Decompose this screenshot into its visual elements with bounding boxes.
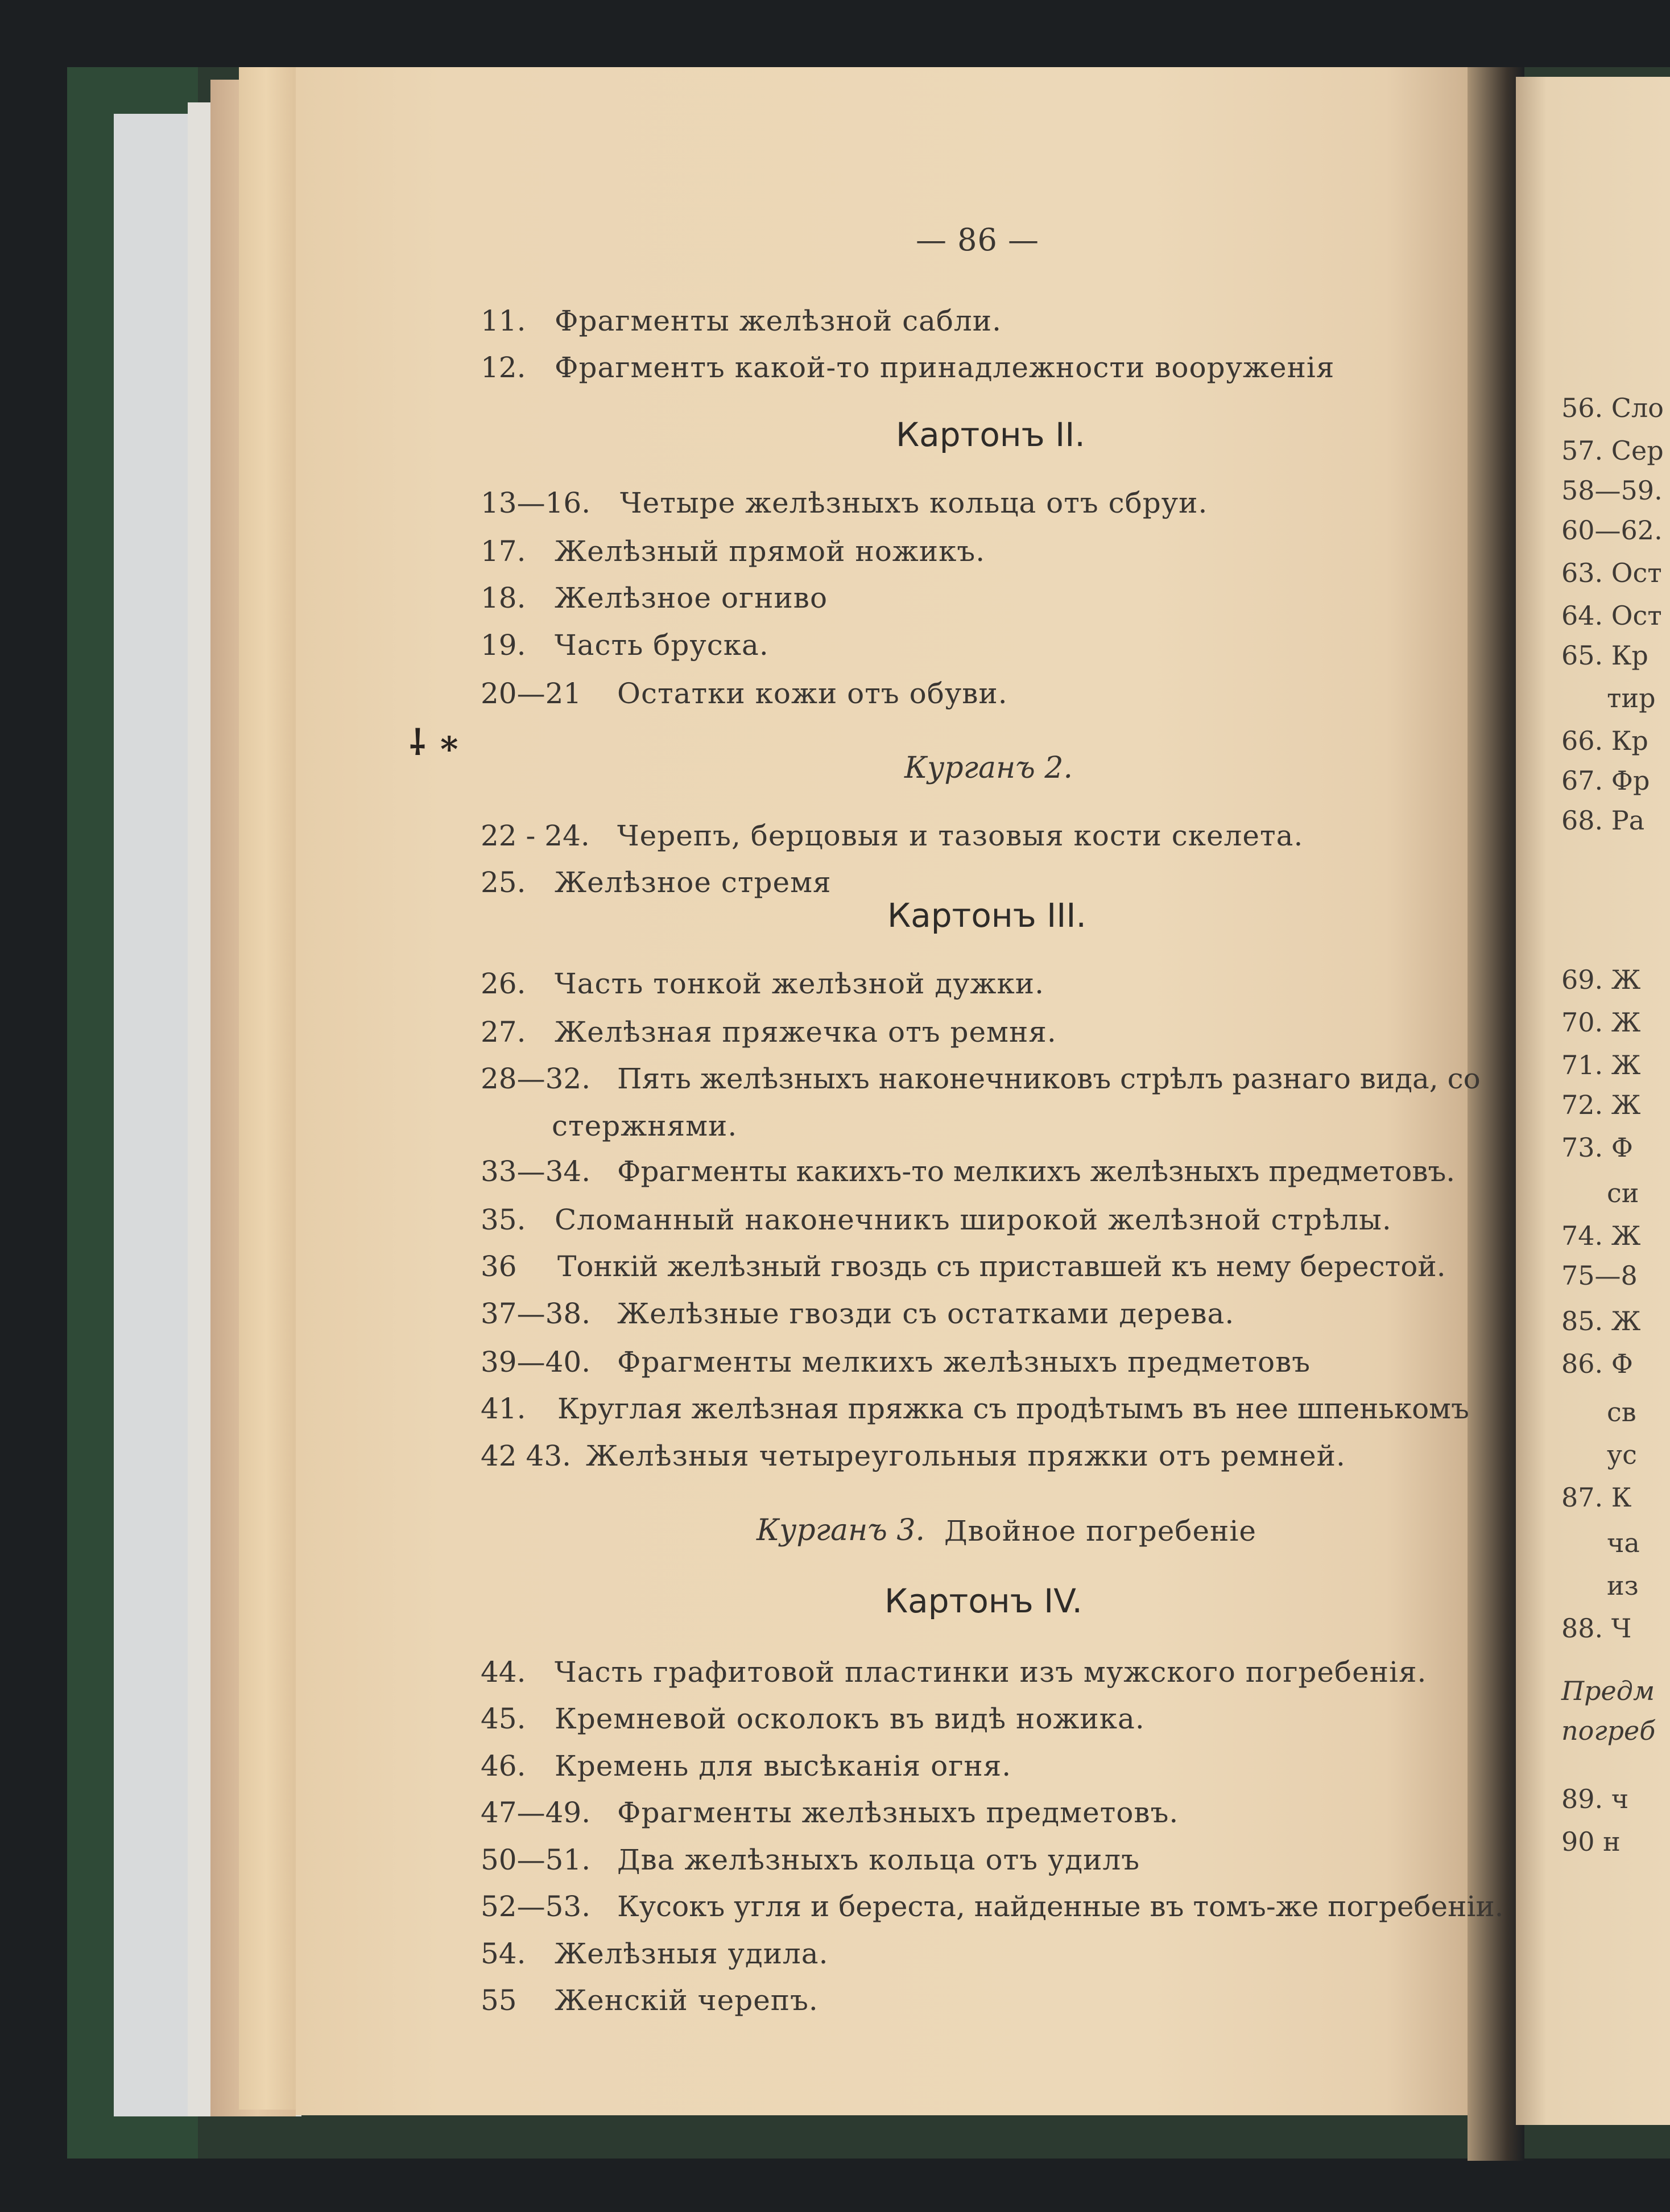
right-page-fragment: св	[1607, 1397, 1636, 1427]
entry-text: Тонкій желѣзный гвоздь съ приставшей къ нему берестой.	[557, 1250, 1446, 1283]
entry-number: 42 43.	[481, 1439, 572, 1472]
right-page-fragment: 58—59.	[1561, 475, 1663, 506]
margin-pencil-mark: ⸸ ∗	[410, 723, 461, 763]
right-page-fragment: 66. Кр	[1561, 725, 1648, 756]
entry-number: 22 - 24.	[481, 819, 590, 852]
entry-number: 41.	[481, 1392, 526, 1425]
entry-text: Часть бруска.	[555, 629, 769, 662]
entry-number: 27.	[481, 1016, 526, 1049]
entry-text: Желѣзныя четыреугольныя пряжки отъ ремней.	[586, 1439, 1346, 1472]
right-page-fragment: 85. Ж	[1561, 1306, 1641, 1336]
right-page-fragment: ус	[1607, 1439, 1637, 1470]
entry-text: Желѣзная пряжечка отъ ремня.	[555, 1016, 1057, 1049]
right-page-fragment: 65. Кр	[1561, 640, 1648, 671]
entry-number: 12.	[481, 351, 526, 384]
entry-text-continuation: стержнями.	[552, 1109, 738, 1142]
entry-text: Желѣзное стремя	[555, 866, 832, 899]
right-page-fragment: 56. Сло	[1561, 393, 1664, 423]
entry-number: 52—53.	[481, 1890, 591, 1923]
right-page-fragment: из	[1607, 1570, 1639, 1601]
entry-text: Четыре желѣзныхъ кольца отъ сбруи.	[620, 486, 1208, 519]
entry-text: Фрагментъ какой-то принадлежности вооруженія	[555, 351, 1335, 384]
right-page-fragment: 64. Ост	[1561, 600, 1662, 631]
kurgan-subtitle: Двойное погребеніе	[944, 1514, 1256, 1547]
entry-text: Кусокъ угля и береста, найденные въ томъ-же погребеніи.	[617, 1890, 1504, 1923]
entry-number: 45.	[481, 1702, 526, 1735]
right-page-fragment: 74. Ж	[1561, 1220, 1641, 1251]
right-page-fragment: 87. К	[1561, 1482, 1632, 1513]
entry-number: 37—38.	[481, 1297, 591, 1330]
entry-number: 39—40.	[481, 1346, 591, 1379]
entry-number: 26.	[481, 967, 526, 1000]
right-page-fragment: тир	[1607, 683, 1656, 713]
right-page-fragment: погреб	[1561, 1715, 1656, 1746]
entry-number: 17.	[481, 535, 526, 568]
entry-text: Желѣзныя удила.	[555, 1937, 829, 1970]
entry-text: Черепъ, берцовыя и тазовыя кости скелета.	[617, 819, 1304, 852]
entry-text: Фрагменты желѣзныхъ предметовъ.	[617, 1796, 1179, 1829]
entry-text: Желѣзный прямой ножикъ.	[555, 535, 986, 568]
right-page-fragment: 70. Ж	[1561, 1007, 1641, 1038]
entry-number: 11.	[481, 304, 526, 337]
entry-number: 44.	[481, 1656, 526, 1689]
entry-number: 50—51.	[481, 1843, 591, 1876]
right-page-fragment: 72. Ж	[1561, 1090, 1641, 1120]
entry-number: 20—21	[481, 677, 582, 710]
right-page-fragment: 90 н	[1561, 1826, 1621, 1857]
entry-text: Пять желѣзныхъ наконечниковъ стрѣлъ разнаго вида, со	[617, 1062, 1481, 1095]
right-page-fragment: 75—8	[1561, 1260, 1638, 1291]
entry-number: 54.	[481, 1937, 526, 1970]
entry-text: Сломанный наконечникъ широкой желѣзной стрѣлы.	[555, 1203, 1392, 1236]
entry-number: 25.	[481, 866, 526, 899]
right-page-fragment: 89. ч	[1561, 1784, 1629, 1814]
entry-text: Женскій черепъ.	[555, 1984, 819, 2017]
entry-number: 35.	[481, 1203, 526, 1236]
entry-text: Желѣзное огниво	[555, 581, 828, 614]
right-page-fragment: си	[1607, 1178, 1639, 1208]
entry-number: 19.	[481, 629, 526, 662]
entry-text: Фрагменты какихъ-то мелкихъ желѣзныхъ предметовъ.	[617, 1155, 1456, 1188]
entry-number: 36	[481, 1250, 517, 1283]
right-page-fragment: 71. Ж	[1561, 1050, 1641, 1080]
entry-text: Кремневой осколокъ въ видѣ ножика.	[555, 1702, 1145, 1735]
right-page-fragment: 88. Ч	[1561, 1613, 1632, 1644]
entry-number: 33—34.	[481, 1155, 591, 1188]
right-page-fragment: 73. Ф	[1561, 1132, 1633, 1163]
entry-number: 55	[481, 1984, 517, 2017]
entry-number: 46.	[481, 1749, 526, 1782]
entry-text: Желѣзные гвозди съ остатками дерева.	[617, 1297, 1235, 1330]
section-heading: Картонъ IV.	[884, 1582, 1082, 1620]
right-page-fragment: 67. Фр	[1561, 765, 1650, 796]
entry-number: 13—16.	[481, 486, 591, 519]
right-page-fragment: 69. Ж	[1561, 964, 1641, 995]
entry-text: Два желѣзныхъ кольца отъ удилъ	[617, 1843, 1140, 1876]
kurgan-heading: Курганъ 3.	[757, 1513, 925, 1547]
entry-text: Остатки кожи отъ обуви.	[617, 677, 1008, 710]
right-page-fragment: 86. Ф	[1561, 1348, 1633, 1379]
right-page-fragment: 63. Ост	[1561, 558, 1662, 588]
kurgan-heading: Курганъ 2.	[904, 751, 1073, 785]
right-page-fragment: Предм	[1561, 1675, 1655, 1706]
entry-number: 47—49.	[481, 1796, 591, 1829]
right-page-fragment: 68. Ра	[1561, 805, 1645, 836]
right-page-fragment: 57. Сер	[1561, 435, 1664, 466]
entry-number: 28—32.	[481, 1062, 591, 1095]
entry-text: Фрагменты мелкихъ желѣзныхъ предметовъ	[617, 1346, 1311, 1379]
entry-text: Фрагменты желѣзной сабли.	[555, 304, 1002, 337]
entry-number: 18.	[481, 581, 526, 614]
entry-text: Круглая желѣзная пряжка съ продѣтымъ въ нее шпенькомъ	[557, 1392, 1469, 1425]
section-heading: Картонъ III.	[887, 896, 1086, 935]
entry-text: Кремень для высѣканія огня.	[555, 1749, 1012, 1782]
right-page-fragment: ча	[1607, 1528, 1640, 1558]
page-number: — 86 —	[916, 222, 1040, 258]
entry-text: Часть тонкой желѣзной дужки.	[555, 967, 1044, 1000]
right-page-fragment: 60—62.	[1561, 515, 1663, 546]
entry-text: Часть графитовой пластинки изъ мужского погребенія.	[555, 1656, 1427, 1689]
right-page	[1516, 77, 1670, 2125]
section-heading: Картонъ II.	[896, 415, 1085, 454]
